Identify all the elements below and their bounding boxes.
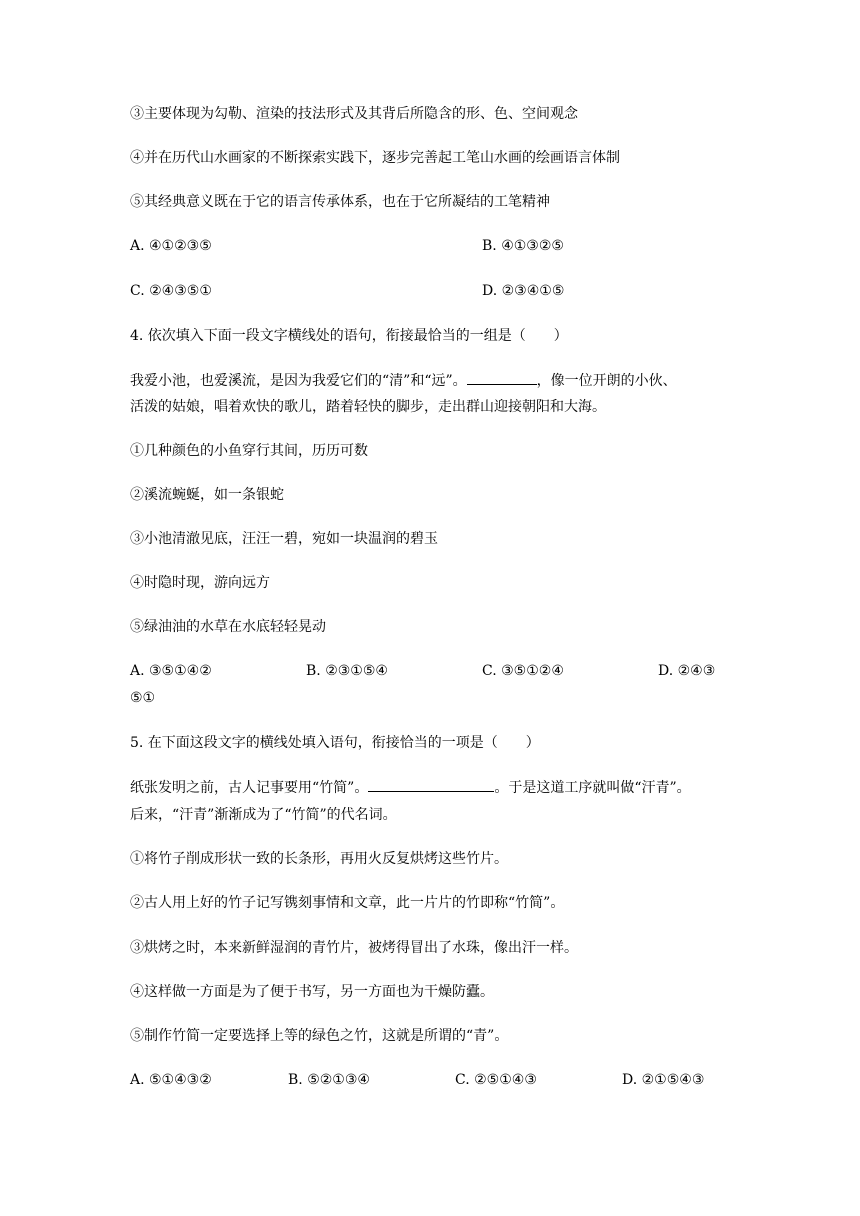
q3-item-4: ④并在历代山水画家的不断探索实践下，逐步完善起工笔山水画的绘画语言体制: [130, 150, 620, 166]
q4-option-d: D. ②④③: [658, 663, 716, 679]
q5-item-1: ①将竹子削成形状一致的长条形，再用火反复烘烤这些竹片。: [130, 851, 508, 867]
q5-passage-line-2: 后来，“汗青”渐渐成为了“竹简”的代名词。: [130, 807, 397, 823]
q5-stem: 5. 在下面这段文字的横线处填入语句，衔接恰当的一项是（ ）: [130, 735, 540, 751]
q3-item-5: ⑤其经典意义既在于它的语言传承体系，也在于它所凝结的工笔精神: [130, 194, 550, 210]
q3-option-b: B. ④①③②⑤: [482, 238, 564, 254]
q4-option-b: B. ②③①⑤④: [306, 663, 388, 679]
q4-item-5: ⑤绿油油的水草在水底轻轻晃动: [130, 619, 326, 635]
q4-passage-text-before: 我爱小池，也爱溪流，是因为我爱它们的“清”和“远”。: [130, 373, 467, 389]
q4-item-2: ②溪流蜿蜒，如一条银蛇: [130, 487, 284, 503]
q4-passage-text-after: ，像一位开朗的小伙、: [536, 373, 677, 389]
q5-passage-text-after: 。于是这道工序就叫做“汗青”。: [494, 780, 691, 796]
q4-option-a: A. ③⑤①④②: [130, 663, 212, 679]
q4-option-d-wrap: ⑤①: [130, 690, 156, 706]
q5-option-b: B. ⑤②①③④: [288, 1072, 370, 1088]
q4-passage-line-2: 活泼的姑娘，唱着欢快的歌儿，踏着轻快的脚步，走出群山迎接朝阳和大海。: [130, 399, 606, 415]
q4-item-4: ④时隐时现，游向远方: [130, 575, 270, 591]
q3-option-a: A. ④①②③⑤: [130, 238, 212, 254]
q5-option-c: C. ②⑤①④③: [455, 1072, 537, 1088]
q5-item-2: ②古人用上好的竹子记写镌刻事情和文章，此一片片的竹即称“竹简”。: [130, 895, 565, 911]
q5-passage-line-1: [130, 777, 691, 798]
q3-item-3: ③主要体现为勾勒、渲染的技法形式及其背后所隐含的形、色、空间观念: [130, 106, 578, 122]
q3-option-c: C. ②④③⑤①: [130, 283, 212, 299]
q5-item-4: ④这样做一方面是为了便于书写，另一方面也为干燥防蠹。: [130, 984, 494, 1000]
q4-item-3: ③小池清澈见底，汪汪一碧，宛如一块温润的碧玉: [130, 531, 438, 547]
q5-answer-blank: [368, 777, 494, 792]
q4-passage-line-1: [130, 370, 677, 391]
q4-stem: 4. 依次填入下面一段文字横线处的语句，衔接最恰当的一组是（ ）: [130, 328, 568, 344]
q3-option-d: D. ②③④①⑤: [482, 283, 565, 299]
q4-item-1: ①几种颜色的小鱼穿行其间，历历可数: [130, 443, 368, 459]
q4-option-c: C. ③⑤①②④: [482, 663, 564, 679]
q4-answer-blank: [467, 370, 537, 385]
q5-item-5: ⑤制作竹简一定要选择上等的绿色之竹，这就是所谓的“青”。: [130, 1028, 509, 1044]
q5-item-3: ③烘烤之时，本来新鲜湿润的青竹片，被烤得冒出了水珠，像出汗一样。: [130, 940, 578, 956]
q5-option-a: A. ⑤①④③②: [130, 1072, 212, 1088]
q5-option-d: D. ②①⑤④③: [622, 1072, 705, 1088]
q5-passage-text-before: 纸张发明之前，古人记事要用“竹简”。: [130, 780, 369, 796]
